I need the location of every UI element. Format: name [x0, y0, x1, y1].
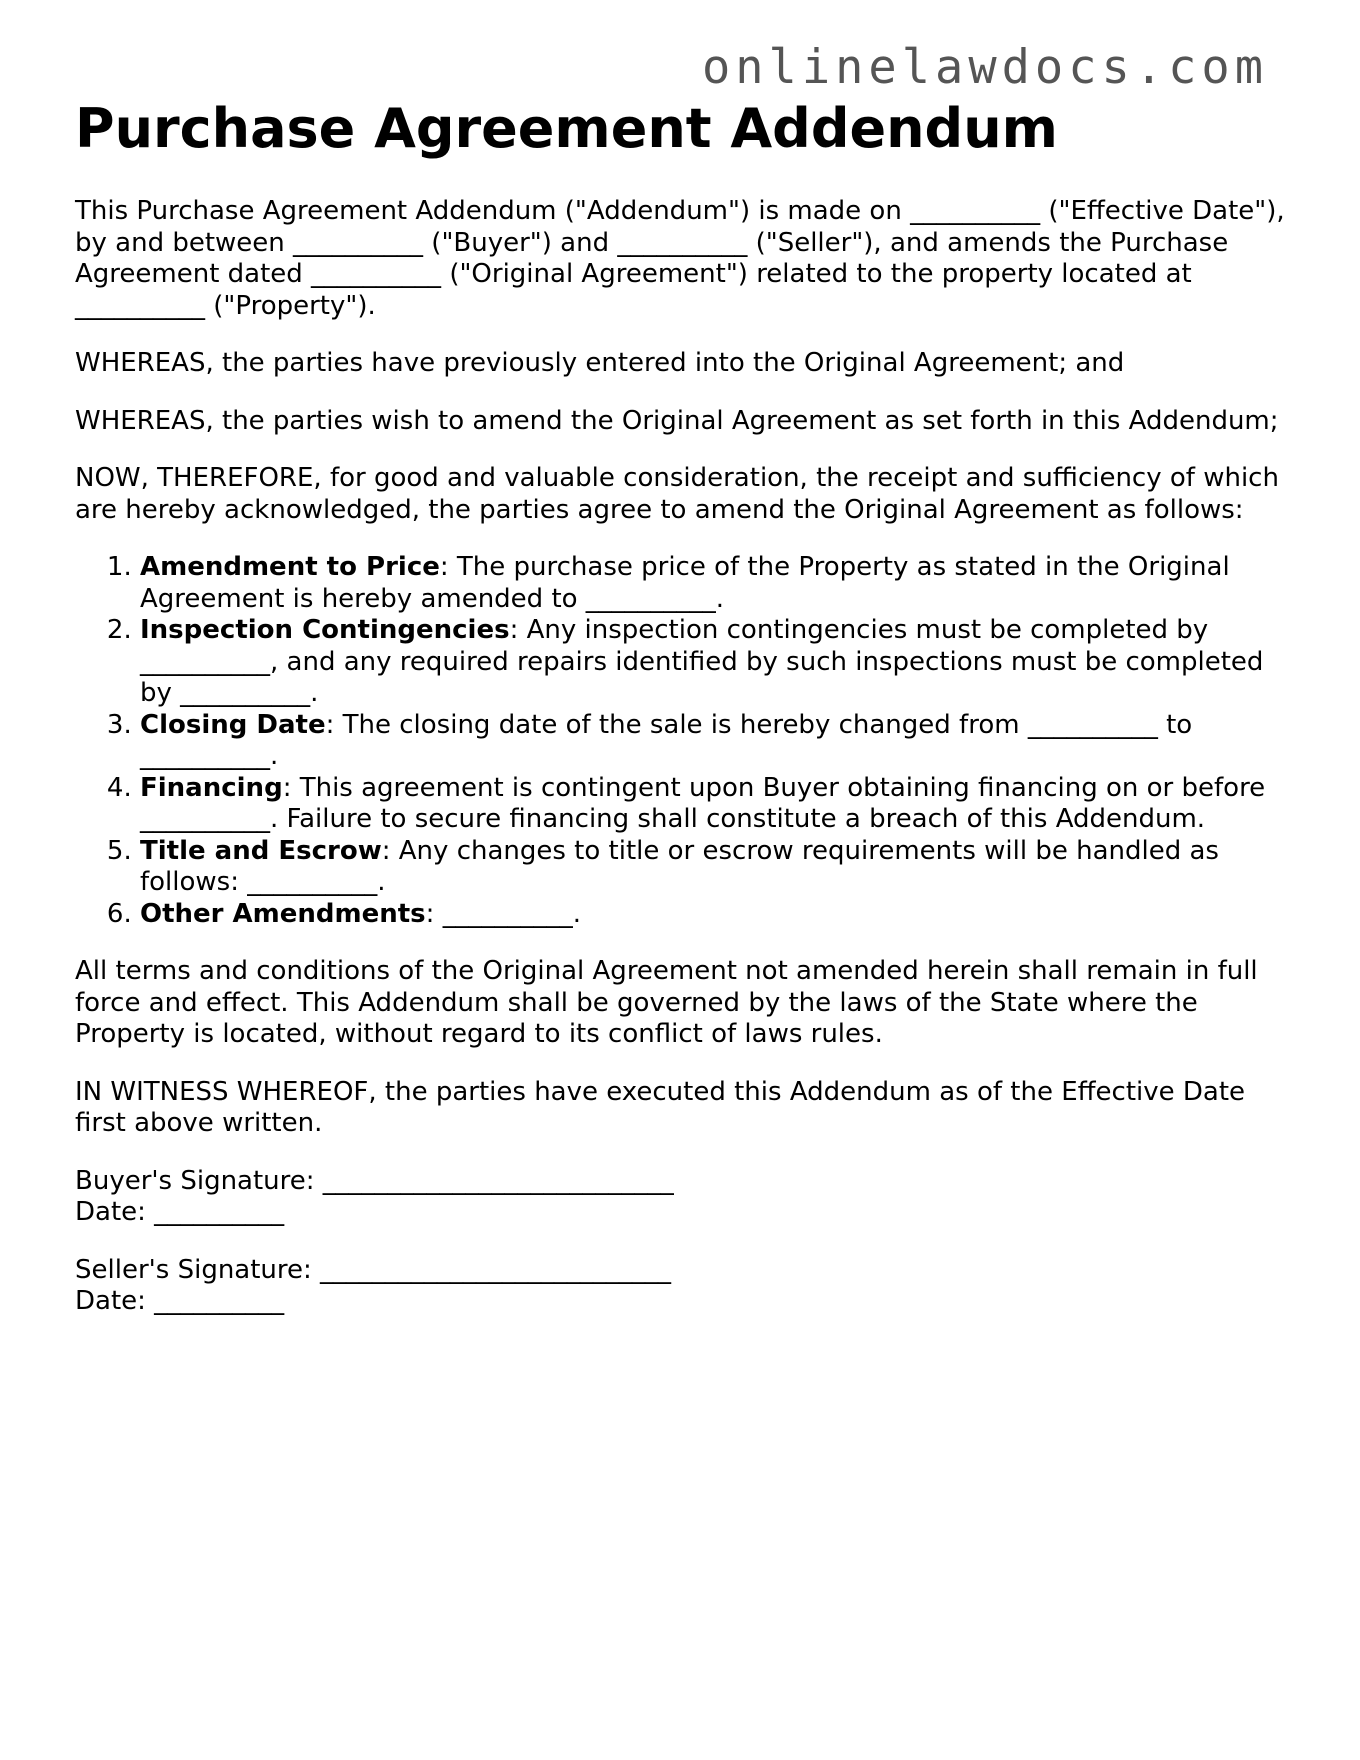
- signature-block: [75, 1166, 1285, 1318]
- seller-signature-line: Seller's Signature: ___________________________: [75, 1254, 672, 1285]
- amendment-text: : This agreement is contingent upon Buyer obtaining financing on or before __________. Failure to secure financing shall constitute a breach of this Addendum.: [140, 772, 1266, 834]
- amendment-text: : __________.: [425, 898, 581, 929]
- intro-paragraph: This Purchase Agreement Addendum ("Addendum") is made on __________ ("Effective Date"), by and between __________ ("Buyer") and __________ ("Seller"), and amends the Purchase Agreement dated __________ ("Original Agreement") related to the property located at __________ ("Property").: [75, 196, 1285, 321]
- whereas-paragraph-1: WHEREAS, the parties have previously entered into the Original Agreement; and: [75, 348, 1125, 378]
- list-item: [140, 899, 1285, 931]
- list-item: [140, 710, 1285, 773]
- amendments-list: [75, 552, 1285, 930]
- seller-signature-block: [75, 1255, 1285, 1318]
- amendment-heading: Financing: [140, 772, 283, 803]
- buyer-date-line: Date: __________: [75, 1197, 285, 1227]
- watermark: onlinelawdocs.com: [701, 40, 1268, 95]
- amendment-heading: Other Amendments: [140, 898, 426, 929]
- amendment-heading: Closing Date: [140, 709, 326, 740]
- list-item: [140, 773, 1285, 836]
- buyer-signature-line: Buyer's Signature: ___________________________: [75, 1165, 674, 1196]
- amendment-text: : Any inspection contingencies must be completed by __________, and any required repairs identified by such inspections must be completed by __________.: [140, 615, 1264, 708]
- now-therefore-paragraph: NOW, THEREFORE, for good and valuable consideration, the receipt and sufficiency of which are hereby acknowledged, the parties agree to amend the Original Agreement as follows:: [75, 463, 1279, 525]
- amendment-heading: Amendment to Price: [140, 552, 440, 582]
- amendment-text: : Any changes to title or escrow requirements will be handled as follows: __________.: [140, 835, 1219, 897]
- list-item: [140, 615, 1285, 710]
- amendment-text: : The purchase price of the Property as stated in the Original Agreement is hereby amended to __________.: [140, 552, 1230, 614]
- terms-paragraph: All terms and conditions of the Original Agreement not amended herein shall remain in full force and effect. This Addendum shall be governed by the laws of the State where the Property is located, without regard to its conflict of laws rules.: [75, 956, 1258, 1049]
- amendment-text: : The closing date of the sale is hereby changed from __________ to __________.: [140, 709, 1193, 771]
- list-item: [140, 552, 1285, 615]
- document-page: [75, 98, 1285, 1344]
- witness-paragraph: IN WITNESS WHEREOF, the parties have executed this Addendum as of the Effective Date first above written.: [75, 1076, 1246, 1138]
- document-title: Purchase Agreement Addendum: [75, 97, 1058, 160]
- buyer-signature-block: [75, 1166, 1285, 1229]
- amendment-heading: Inspection Contingencies: [140, 615, 510, 645]
- whereas-paragraph-2: WHEREAS, the parties wish to amend the Original Agreement as set forth in this Addendum;: [75, 405, 1279, 436]
- list-item: [140, 836, 1285, 899]
- seller-date-line: Date: __________: [75, 1286, 285, 1316]
- amendment-heading: Title and Escrow: [140, 835, 382, 866]
